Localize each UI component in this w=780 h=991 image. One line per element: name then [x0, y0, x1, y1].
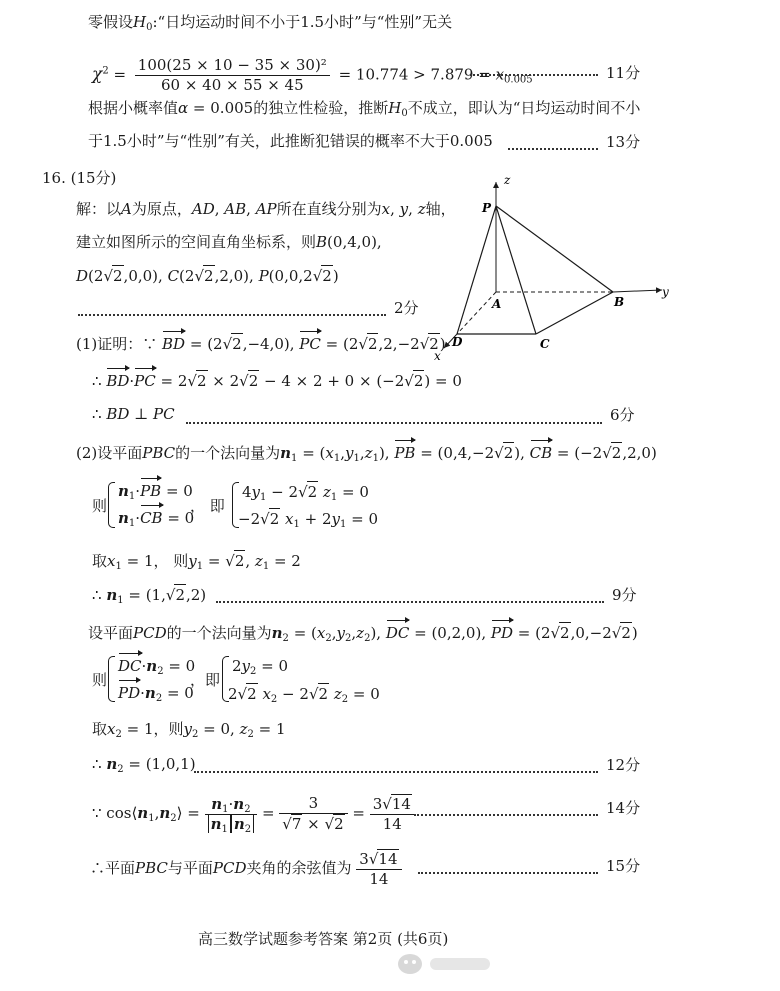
- system2-eq-a: $DC\cdot n_2 = 0$: [118, 657, 196, 677]
- take-x1-line: 取$x_1 = 1$， 则$y_1 = √2$, $z_1 = 2$: [92, 552, 301, 572]
- watermark-icon: [392, 946, 502, 982]
- brace: [108, 656, 115, 702]
- cosine-formula: ∵ $\cos⟨n_1,n_2⟩$ = $\frac{n_1\cdot n_2}{n_1 n_2}$ = $\frac{3}{√7 \times √2}$ = $\frac{3√14}{14}$: [92, 788, 415, 838]
- system1-eq-c: $4y_1 - 2√2$ $z_1 = 0$: [242, 483, 369, 503]
- brace: [108, 482, 115, 528]
- part1-proof-line: (1)证明：∵ BD = (2√2,−4,0), PC = (2√2,2,−2√2): [76, 335, 446, 353]
- null-hypothesis-line: 零假设$H_0:“$日均运动时间不小于1.5小时”与“性别”无关: [88, 13, 453, 33]
- score-15: 15分: [606, 857, 641, 875]
- solution-line-2: 建立如图所示的空间直角坐标系，则B(0,4,0),: [76, 233, 382, 251]
- leader-dots: [78, 314, 386, 316]
- leader-dots: [194, 771, 598, 773]
- edge-PB: [496, 206, 613, 292]
- system2-eq-b: $PD\cdot n_2 = 0$: [118, 684, 194, 704]
- conclusion-line-2: 于1.5小时”与“性别”有关，此推断犯错误的概率不大于0.005: [88, 132, 493, 150]
- system1-prefix: 则: [92, 497, 108, 515]
- label-z: z: [504, 173, 511, 187]
- chi-denominator: 60 × 40 × 55 × 45: [160, 76, 304, 94]
- edge-CB: [536, 292, 613, 334]
- score-2: 2分: [394, 299, 419, 317]
- label-x: x: [434, 349, 441, 363]
- y-axis: [613, 290, 662, 292]
- score-14: 14分: [606, 799, 641, 817]
- problem-16-heading: 16. (15分): [42, 169, 117, 187]
- label-y: y: [662, 285, 669, 299]
- chi-square-formula: $\chi^2$ = $\frac{\text{100(25 × 10 − 35 × 30)²}}{60 \times 40 \times 55 \times 45}$ = $10.774 > 7.879 = x_{0.005}$: [92, 56, 533, 94]
- label-C: C: [540, 337, 550, 351]
- chi-numerator: 100(25 × 10 − 35 × 30)²: [135, 56, 330, 76]
- system2-eq-d: 2√2 $x_2 - 2√2$ $z_2 = 0$: [228, 685, 380, 705]
- score-13: 13分: [606, 133, 641, 151]
- solution-line-3: D(2√2,0,0), C(2√2,2,0), P(0,0,2√2): [76, 267, 339, 285]
- label-D: D: [452, 335, 463, 349]
- pyramid-figure: [420, 168, 680, 368]
- system1-eq-a: $n_1\cdot PB = 0$: [118, 482, 193, 502]
- system1-eq-b: $n_1\cdot CB = 0$: [118, 509, 195, 529]
- score-12: 12分: [606, 756, 641, 774]
- edge-PD: [457, 206, 496, 334]
- leader-dots: [508, 148, 598, 150]
- solution-line-1: 解：以A为原点，AD, AB, AP所在直线分别为x, y, z轴，: [76, 200, 456, 218]
- n1-result: ∴ $n_1 = (1,√2,2)$: [92, 586, 207, 606]
- score-9: 9分: [612, 586, 637, 604]
- edge-PC: [496, 206, 536, 334]
- leader-dots: [418, 872, 598, 874]
- label-B: B: [614, 295, 625, 309]
- part1-dot-product: ∴ BD·PC = 2√2 × 2√2 − 4 × 2 + 0 × (−2√2) = 0: [92, 372, 462, 390]
- take-x2-line: 取$x_2 = 1$，则$y_2 = 0$, $z_2 = 1$: [92, 720, 286, 740]
- leader-dots: [186, 422, 602, 424]
- system1-mid: ， 即: [190, 497, 225, 515]
- final-answer: ∴平面PBC与平面PCD夹角的余弦值为 $\frac{3√14}{14}$: [90, 848, 402, 889]
- label-A: A: [492, 297, 502, 311]
- system1-eq-d: −2√2 $x_1 + 2y_1 = 0$: [238, 510, 379, 530]
- plane-pcd-line: 设平面PCD的一个法向量为$n_2 = (x_2,y_2,z_2)$, DC = (0,2,0), PD = (2√2,0,−2√2): [88, 624, 638, 644]
- system2-eq-c: $2y_2 = 0$: [232, 657, 289, 677]
- score-6: 6分: [610, 406, 635, 424]
- conclusion-line-1: 根据小概率值α = 0.005的独立性检验，推断$H_0$不成立，即认为“日均运动时间不小: [88, 99, 641, 119]
- part1-perpendicular: ∴ BD ⊥ PC: [92, 405, 175, 423]
- page-footer: 高三数学试题参考答案 第2页 (共6页): [198, 930, 449, 948]
- system2-mid: ，即: [190, 671, 221, 689]
- score-11: 11分: [606, 64, 641, 82]
- leader-dots: [216, 601, 604, 603]
- system2-prefix: 则: [92, 671, 108, 689]
- leader-dots: [470, 74, 598, 76]
- n2-result: ∴ $n_2 = (1,0,1)$: [92, 755, 196, 775]
- leader-dots: [414, 814, 598, 816]
- part2-normal-vector-line: (2)设平面PBC的一个法向量为$n_1 = (x_1,y_1,z_1)$, PB = (0,4,−2√2), CB = (−2√2,2,0): [76, 444, 657, 464]
- label-P: P: [482, 201, 492, 215]
